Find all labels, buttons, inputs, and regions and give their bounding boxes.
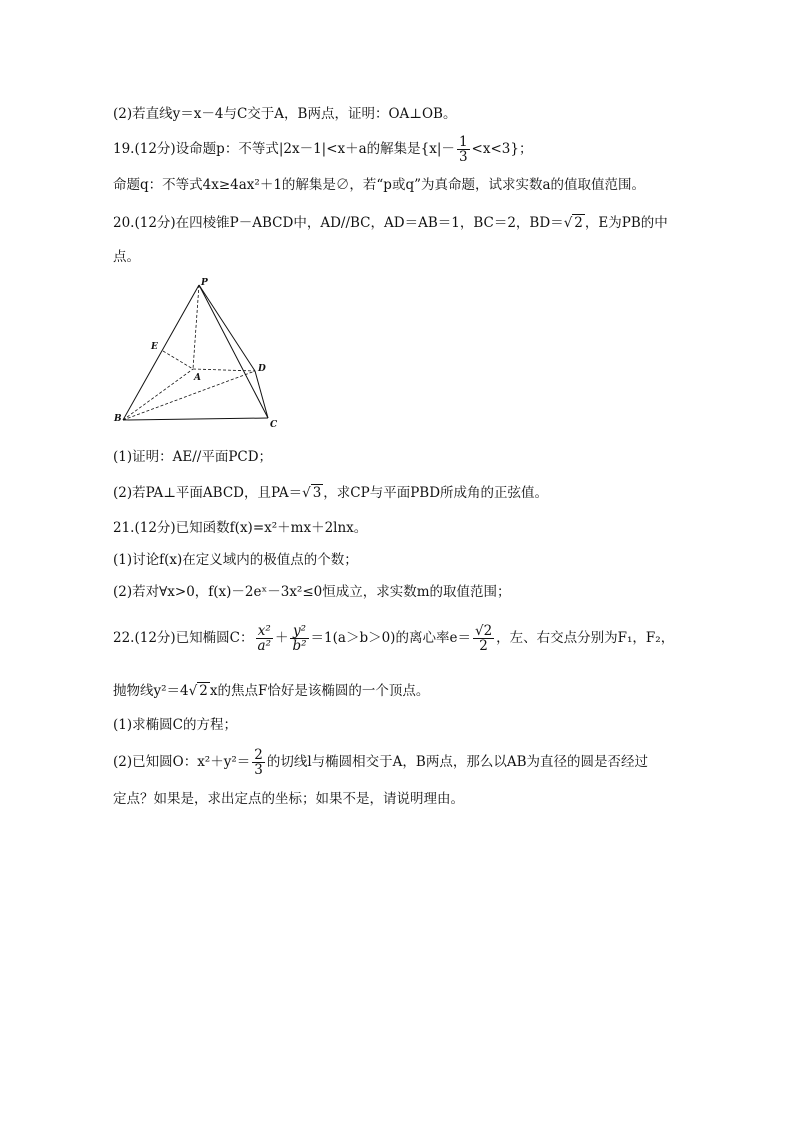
q22-frac-e-den: 2 (479, 638, 488, 654)
q19-text-b: <x<3}； (471, 141, 533, 157)
q19-frac-num: 1 (458, 134, 468, 150)
label-D: D (258, 364, 266, 374)
edge-AD (193, 369, 255, 371)
q22-text-a: 22.(12分)已知椭圆C： (113, 630, 254, 646)
edge-DC (255, 371, 268, 418)
edge-BA (123, 369, 193, 420)
q20-part2-text-b: ，求CP与平面PBD所成角的正弦值。 (323, 485, 549, 501)
q22-part2-frac-den: 3 (254, 762, 263, 778)
q19-text-a: 19.(12分)设命题p：不等式|2x－1|<x＋a的解集是{x|－ (113, 141, 455, 157)
q22-line2-text-a: 抛物线y²＝4 (113, 683, 189, 699)
edge-EA (163, 351, 193, 369)
q22-frac-e (473, 624, 494, 653)
q22-frac-x-den: a² (257, 638, 271, 654)
q20-sqrt-radicand: 2 (574, 215, 583, 231)
q19-line1 (113, 135, 532, 164)
q22-line1 (113, 624, 674, 653)
q22-part2-text-b: 的切线l与椭圆相交于A，B两点，那么以AB为直径的圆是否经过 (266, 754, 649, 770)
q22-frac-y-den: b² (292, 638, 307, 654)
q22-frac-y (290, 624, 308, 653)
q22-part2-line2: 定点？如果是，求出定点的坐标；如果不是，请说明理由。 (113, 791, 464, 807)
q22-plus: ＋ (274, 630, 289, 646)
q21-part1: (1)讨论f(x)在定义域内的极值点的个数； (113, 552, 358, 568)
q22-frac-e-num: √2 (474, 623, 493, 639)
label-C: C (270, 420, 278, 430)
q22-line2-text-b: x的焦点F恰好是该椭圆的一个顶点。 (209, 683, 430, 699)
q22-frac-y-num: y² (290, 624, 308, 639)
q22-part2 (113, 748, 648, 777)
q20-sqrt: √ 2 (563, 215, 583, 231)
label-B: B (114, 414, 122, 424)
q22-part2-frac-num: 2 (254, 747, 263, 763)
edge-PB (123, 285, 199, 420)
edge-PA (193, 285, 199, 369)
q20-text-a: 20.(12分)在四棱锥P－ABCD中，AD//BC，AD＝AB＝1，BC＝2，BD＝ (113, 215, 564, 231)
q20-line2: 点。 (113, 249, 140, 265)
q22-part2-frac (252, 748, 265, 777)
q22-line2-sqrt: √ 2 (188, 683, 208, 699)
label-A: A (194, 373, 201, 383)
q22-text-c: ，左、右交点分别为F₁，F₂， (496, 630, 675, 646)
q22-part2-text-a: (2)已知圆O：x²＋y²＝ (113, 754, 251, 770)
q19-frac-den: 3 (458, 149, 468, 165)
edge-BC (123, 418, 268, 420)
q20-text-b: ，E为PB的中 (584, 215, 668, 231)
q19-line2: 命题q：不等式4x≥4ax²＋1的解集是∅，若“p或q”为真命题，试求实数a的值取值范围。 (113, 177, 646, 193)
q18-part2: (2)若直线y＝x－4与C交于A，B两点，证明：OA⊥OB。 (113, 106, 457, 122)
q22-frac-x (256, 624, 273, 653)
pyramid-figure (113, 277, 288, 432)
label-E: E (151, 342, 158, 352)
q22-line2 (113, 680, 429, 702)
q20-part1: (1)证明：AE//平面PCD； (113, 449, 273, 465)
edge-PC (199, 285, 268, 418)
edge-PD (199, 285, 255, 371)
q21-line1: 21.(12分)已知函数f(x)=x²＋mx＋2lnx。 (113, 520, 368, 536)
q20-line1 (113, 212, 668, 234)
q22-text-b: 的离心率e＝ (395, 630, 471, 646)
q21-part2: (2)若对∀x>0，f(x)－2eˣ－3x²≤0恒成立，求实数m的取值范围； (113, 584, 511, 600)
q22-part1: (1)求椭圆C的方程； (113, 717, 237, 733)
q19-fraction (457, 135, 470, 164)
q22-frac-e-radicand: 2 (483, 623, 493, 639)
q20-part2-sqrt-radicand: 3 (312, 485, 322, 501)
q20-part2-text-a: (2)若PA⊥平面ABCD，且PA＝ (113, 485, 303, 501)
q20-part2-sqrt: √ 3 (302, 485, 322, 501)
q20-part2 (113, 482, 548, 504)
q22-line2-sqrt-radicand: 2 (199, 683, 208, 699)
edge-BD (123, 371, 255, 420)
q22-frac-x-num: x² (256, 624, 273, 639)
q22-eq-cond: ＝1(a＞b＞0) (310, 630, 396, 646)
label-P: P (201, 278, 208, 288)
